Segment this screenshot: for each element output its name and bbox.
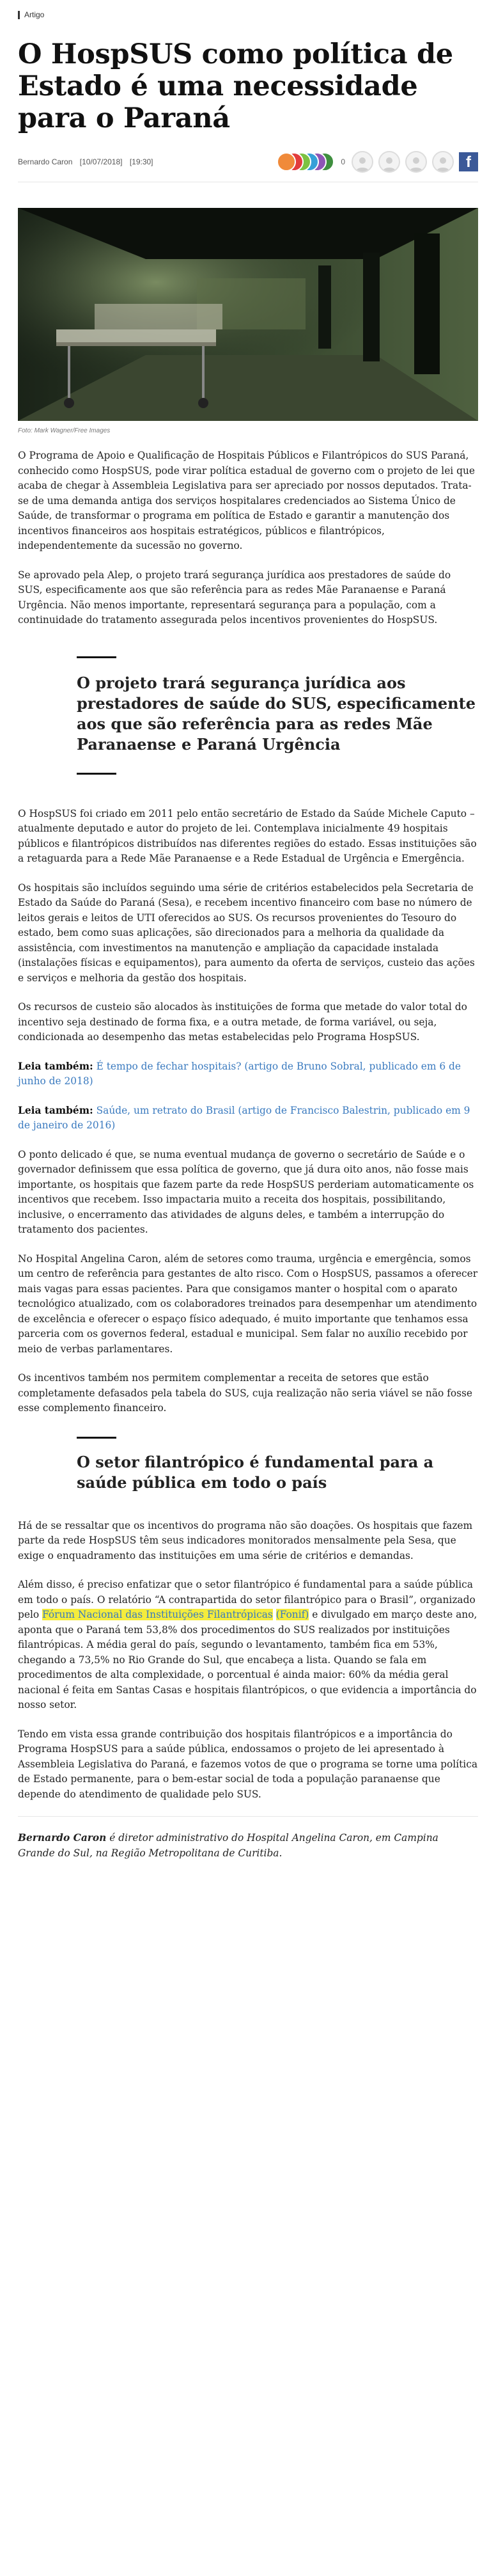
user-placeholder-icon[interactable] — [432, 151, 454, 173]
user-placeholder-icon[interactable] — [352, 151, 373, 173]
bio-text: é diretor administrativo do Hospital Angelina Caron, em Campina Grande do Sul, na Região Metropolitana de Curitiba. — [18, 1832, 438, 1859]
paragraph: No Hospital Angelina Caron, além de setores como trauma, urgência e emergência, somos um centro de referência para gestantes de alto risco. Com o HospSUS, passamos a oferecer mais vagas para essas pacientes. Para que consigamos manter o hospital com o aparato tecnológico atualizado, com os colaboradores treinados para desempenhar um atendimento de excelência e oferecer o espaço físico adequado, é muito importante que tenhamos essa parceria com os governos federal, estadual e municipal. Sem falar no auxílio recebido por meio de verbas parlamentares. — [18, 1252, 478, 1355]
paragraph: O ponto delicado é que, se numa eventual mudança de governo o secretário de Saúde e o governador definissem que essa política de governo, que já dura oito anos, não fosse mais importante, os hospitais que fazem parte da rede HospSUS perderiam automaticamente os incentivos que recebem. Isso impactaria muito a receita dos hospitais, possibilitando, inclusive, o encerramento das atividades de alguns deles, e também a interrupção do tratamento dos pacientes. — [18, 1148, 474, 1235]
paragraph: Os hospitais são incluídos seguindo uma série de critérios estabelecidos pela Secretaria de Estado da Saúde do Paraná (Sesa), e recebem incentivo financeiro com base no número de leitos gerais e leitos de UTI oferecidos ao SUS. Os recursos provenientes do Tesouro do estado, bem como suas aplicações, são direcionados para a melhoria da qualidade da assistência, com investimentos na manutenção e ampliação da capacidade instalada (instalações físicas e equipamentos), para aumento da oferta de serviços, custeio das ações e serviços e melhoria da gestão dos hospitais. — [18, 881, 475, 984]
section-label[interactable] — [18, 10, 478, 19]
paragraph-text — [273, 1609, 276, 1620]
bio-divider — [18, 1816, 478, 1817]
pullquote-top-rule — [77, 656, 116, 658]
article-title: O HospSUS como política de Estado é uma necessidade para o Paraná — [18, 38, 453, 134]
author-bio — [18, 1831, 478, 1861]
pullquote-bottom-rule — [77, 773, 116, 775]
share-bar — [277, 151, 478, 173]
fonif-abbrev-link[interactable]: (Fonif) — [275, 1609, 309, 1620]
section-heading-text: O setor filantrópico é fundamental para a saúde pública em todo o país — [77, 1452, 434, 1492]
byline — [18, 157, 159, 166]
photo-caption: Foto: Mark Wagner/Free Images — [18, 427, 111, 434]
paragraph-text: e divulgado em março deste ano, aponta que o Paraná tem 53,8% dos procedimentos do SUS realizados por instituições filantrópicas. A média geral do país, segundo o levantamento, também fica em 53%, chegando a 73,5% no Rio Grande do Sul, que encabeça a lista. Quando se fala em procedimentos de alta complexidade, o porcentual é ainda maior: 60% da média geral nacional é feita em Santas Casas e hospitais filantrópicos, o que evidencia a importância do nosso setor. — [18, 1609, 477, 1711]
article-photo — [18, 208, 478, 421]
user-placeholder-icon[interactable] — [405, 151, 427, 173]
publish-time: [19:30] — [129, 157, 153, 166]
read-also-link[interactable]: É tempo de fechar hospitais? (artigo de Bruno Sobral, publicado em 6 de junho de 2018) — [18, 1060, 461, 1087]
pullquote — [77, 656, 478, 755]
paragraph: Tendo em vista essa grande contribuição dos hospitais filantrópicos e a importância do Programa HospSUS para a saúde pública, endossamos o projeto de lei apresentado à Assembleia Legislativa do Paraná, e fazemos votos de que o programa se torne uma política de Estado permanente, para o bem-estar social de toda a população paranaense que depende do atendimento de qualidade pelo SUS. — [18, 1728, 478, 1800]
read-also-label: Leia também: — [18, 1060, 93, 1072]
share-count: 0 — [341, 157, 345, 166]
read-also-label: Leia também: — [18, 1104, 93, 1116]
paragraph: Há de se ressaltar que os incentivos do programa não são doações. Os hospitais que fazem parte da rede HospSUS têm seus indicadores monitorados mensalmente pela Sesa, que exige o enquadramento das instituições em uma série de critérios e demandas. — [18, 1519, 473, 1561]
paragraph-text: Além disso, é preciso enfatizar que o setor filantrópico é fundamental para a saúde pública em todo o país. O relatório “A contrapartida do setor filantrópico para o Brasil”, organizado pelo — [18, 1579, 476, 1620]
author-name: Bernardo Caron — [18, 157, 73, 166]
pullquote-text: O projeto trará segurança jurídica aos prestadores de saúde do SUS, especificamente aos que são referência para as redes Mãe Paranaense e Paraná Urgência — [77, 673, 476, 754]
section-heading — [77, 1437, 478, 1493]
bio-name: Bernardo Caron — [18, 1832, 107, 1844]
fonif-link[interactable]: Fórum Nacional das Instituições Filantrópicas — [42, 1609, 273, 1620]
paragraph: O Programa de Apoio e Qualificação de Hospitais Públicos e Filantrópicos do SUS Paraná, conhecido como HospSUS, pode virar política estadual de governo com o projeto de lei que acaba de chegar à Assembleia Legislativa para ser apreciado por nossos deputados. Trata-se de uma demanda antiga dos serviços hospitalares credenciados ao Sistema Único de Saúde, de transformar o programa em política de Estado e garantir a manutenção dos incentivos financeiros aos hospitais estratégicos, públicos e filantrópicos, independentemente da sucessão no governo. — [18, 450, 475, 551]
paragraph: Os incentivos também nos permitem complementar a receita de setores que estão completamente defasados pela tabela do SUS, cuja realização não seria viável se não fosse esse complemento financeiro. — [18, 1372, 473, 1414]
section-marker — [18, 11, 20, 19]
publish-date: [10/07/2018] — [79, 157, 123, 166]
hospital-corridor-image — [18, 208, 478, 421]
share-buttons — [277, 151, 337, 173]
article-meta — [18, 151, 478, 173]
section-label-text: Artigo — [24, 10, 45, 19]
read-also-link[interactable]: Saúde, um retrato do Brasil (artigo de Francisco Balestrin, publicado em 9 de janeiro de 2016) — [18, 1104, 470, 1131]
user-placeholder-icon[interactable] — [378, 151, 400, 173]
read-also — [18, 1103, 478, 1134]
paragraph: Os recursos de custeio são alocados às instituições de forma que metade do valor total do incentivo seja destinado de forma fixa, e a outra metade, de forma variável, ou seja, condicionada ao desempenho das metas estabelecidas pelo Programa HospSUS. — [18, 1001, 467, 1043]
article — [0, 10, 496, 1861]
paragraph: O HospSUS foi criado em 2011 pelo então secretário de Estado da Saúde Michele Caputo – atualmente deputado e autor do projeto de lei. Contemplava inicialmente 49 hospitais públicos e filantrópicos distribuídos nas diferentes regiões do estado. Essas instituições são a retaguarda para a Rede Mãe Paranaense e a Rede Estadual de Urgência e Emergência. — [18, 807, 477, 864]
facebook-icon[interactable]: f — [459, 152, 478, 171]
section-heading-rule — [77, 1437, 116, 1439]
paragraph: Se aprovado pela Alep, o projeto trará segurança jurídica aos prestadores de saúde do SUS, especificamente aos que são referência para as redes Mãe Paranaense e Paraná Urgência. Não menos importante, representará segurança para a população, com a continuidade do tratamento assegurada pelos incentivos provenientes do HospSUS. — [18, 569, 451, 626]
read-also — [18, 1059, 478, 1089]
paragraph — [18, 1577, 478, 1713]
